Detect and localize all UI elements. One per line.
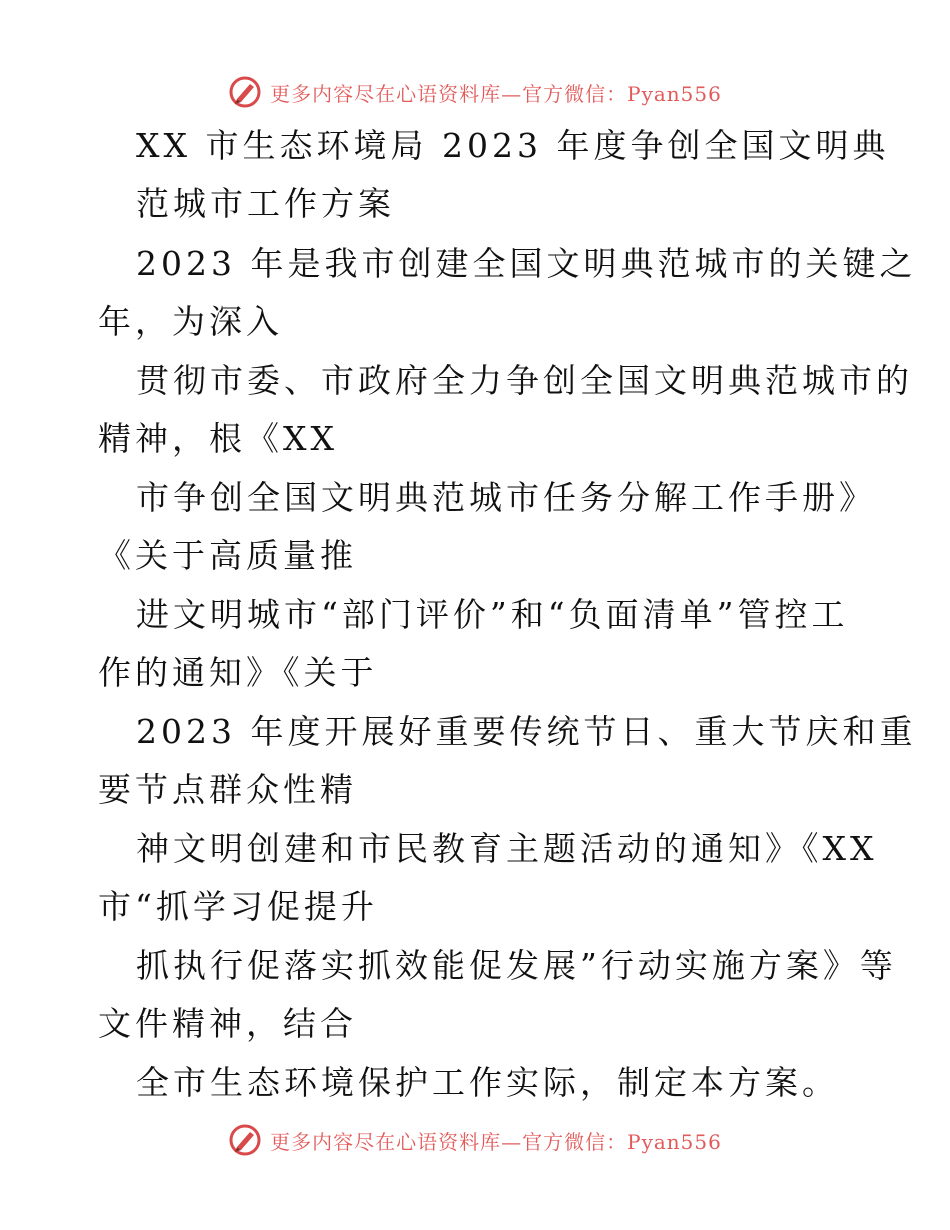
- paragraph-line: 2023 年是我市创建全国文明典范城市的关键之: [136, 244, 917, 283]
- paragraph-line: 《关于高质量推: [98, 536, 357, 575]
- paragraph-line: 市争创全国文明典范城市任务分解工作手册》: [136, 478, 876, 517]
- paragraph-line: 作的通知》《关于: [98, 653, 378, 692]
- watermark-footer: [0, 1120, 950, 1160]
- paragraph-line: 精神，根《XX: [98, 419, 338, 458]
- paragraph-line: 全市生态环境保护工作实际，制定本方案。: [136, 1063, 839, 1102]
- paragraph-line: 要节点群众性精: [98, 770, 357, 809]
- paragraph-line: 文件精神，结合: [98, 1004, 357, 1043]
- doc-title-line-2: 范城市工作方案: [136, 184, 395, 223]
- watermark-text: 更多内容尽在心语资料库—官方微信：Pyan556: [270, 81, 722, 106]
- paragraph-line: 神文明创建和市民教育主题活动的通知》《XX: [136, 829, 878, 868]
- watermark-text: 更多内容尽在心语资料库—官方微信：Pyan556: [270, 1129, 722, 1154]
- paragraph-line: 进文明城市“部门评价”和“负面清单”管控工: [136, 595, 849, 634]
- doc-title-line-1: XX 市生态环境局 2023 年度争创全国文明典: [136, 126, 890, 165]
- pen-logo-icon: [228, 75, 262, 109]
- paragraph-line: 年，为深入: [98, 302, 283, 341]
- paragraph-line: 抓执行促落实抓效能促发展”行动实施方案》等: [136, 946, 897, 985]
- paragraph-line: 2023 年度开展好重要传统节日、重大节庆和重: [136, 712, 917, 751]
- paragraph-line: 贯彻市委、市政府全力争创全国文明典范城市的: [136, 361, 913, 400]
- pen-logo-icon: [228, 1123, 262, 1157]
- paragraph-line: 市“抓学习促提升: [98, 887, 378, 926]
- watermark-header: [0, 72, 950, 112]
